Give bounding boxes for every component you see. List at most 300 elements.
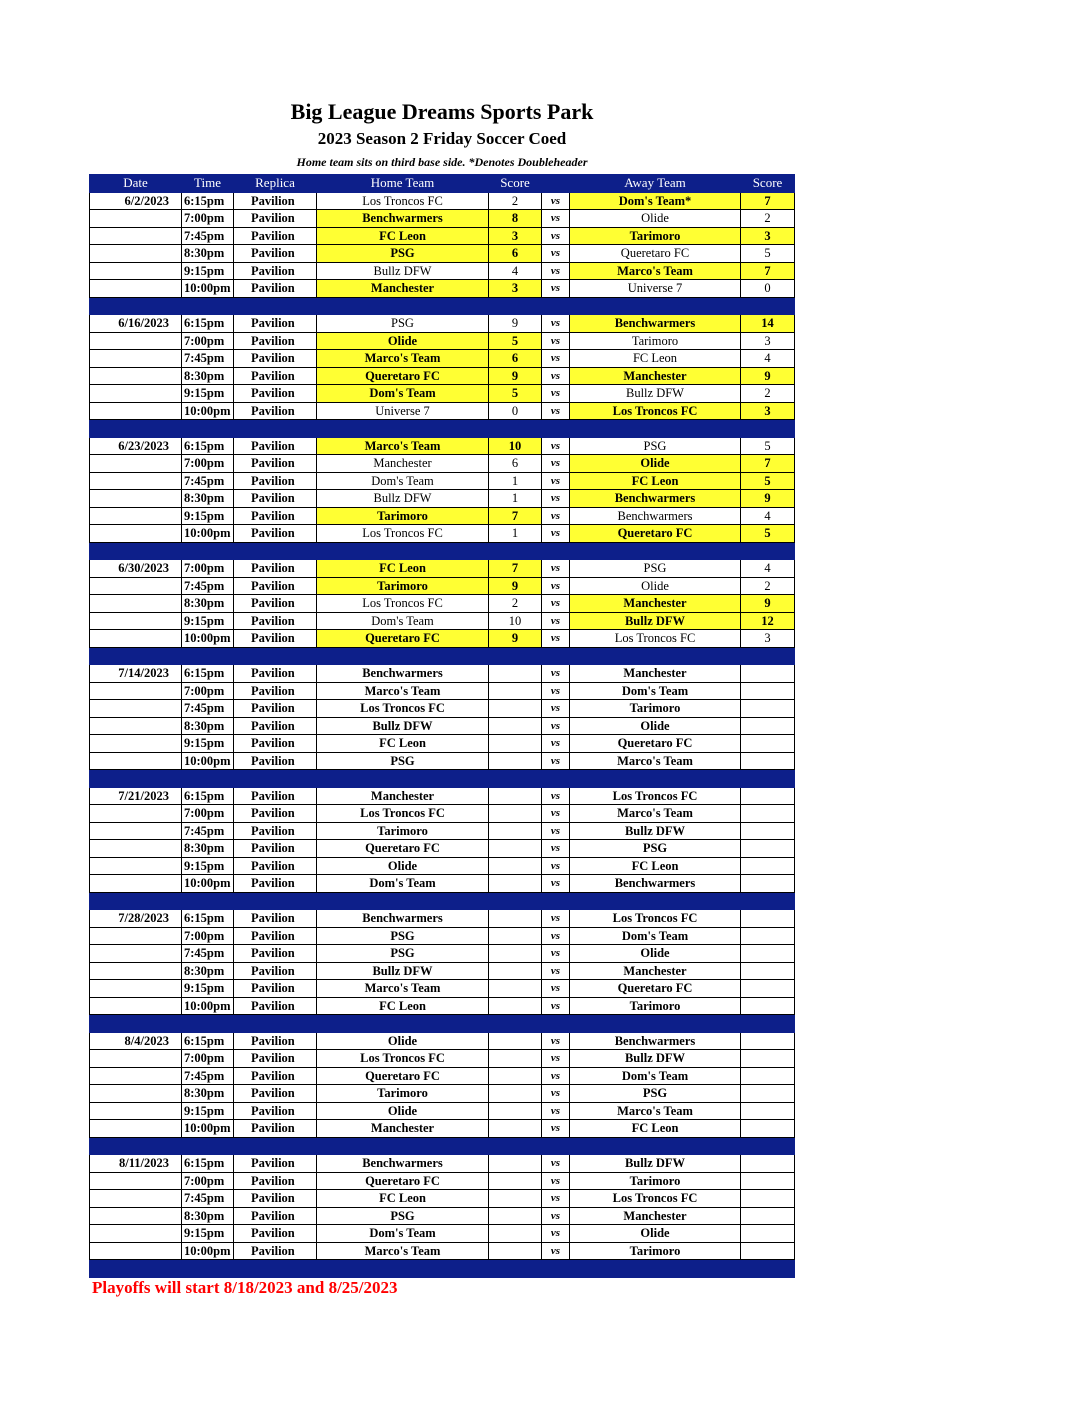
away-score: 0 [741,280,795,298]
game-date-empty [90,962,182,980]
home-score [489,1155,542,1173]
separator-cell [90,770,182,788]
home-team: Benchwarmers [317,665,489,683]
table-row [90,945,795,963]
home-team: Dom's Team [317,385,489,403]
game-replica: Pavilion [234,332,317,350]
vs-label: vs [542,1172,570,1190]
column-header-home-team: Home Team [317,175,489,193]
away-team: Benchwarmers [570,875,741,893]
home-score: 9 [489,630,542,648]
vs-label: vs [542,367,570,385]
separator-cell [90,892,182,910]
away-team: Los Troncos FC [570,1190,741,1208]
game-date-empty [90,577,182,595]
home-team: Los Troncos FC [317,1050,489,1068]
table-row [90,262,795,280]
game-date: 6/23/2023 [90,437,182,455]
vs-label: vs [542,945,570,963]
game-time: 10:00pm [182,1120,234,1138]
vs-label: vs [542,385,570,403]
home-score: 3 [489,227,542,245]
vs-label: vs [542,612,570,630]
week-separator [90,542,795,560]
game-time: 6:15pm [182,665,234,683]
table-row [90,1207,795,1225]
separator-cell [317,1015,489,1033]
home-score [489,945,542,963]
game-replica: Pavilion [234,402,317,420]
away-team: Benchwarmers [570,507,741,525]
home-team: Marco's Team [317,1242,489,1260]
away-score: 3 [741,402,795,420]
game-replica: Pavilion [234,700,317,718]
separator-cell [234,420,317,438]
week-separator [90,297,795,315]
table-row [90,665,795,683]
game-date-empty [90,1207,182,1225]
game-replica: Pavilion [234,245,317,263]
separator-cell [570,542,741,560]
home-score [489,1102,542,1120]
table-row [90,192,795,210]
schedule-note: Home team sits on third base side. *Denotes Doubleheader [296,155,588,169]
game-date: 8/4/2023 [90,1032,182,1050]
away-team: Manchester [570,962,741,980]
game-replica: Pavilion [234,1172,317,1190]
game-replica: Pavilion [234,962,317,980]
game-date-empty [90,752,182,770]
home-score [489,700,542,718]
away-team: Manchester [570,1207,741,1225]
home-score [489,857,542,875]
game-replica: Pavilion [234,227,317,245]
home-score: 2 [489,595,542,613]
away-score [741,945,795,963]
game-replica: Pavilion [234,577,317,595]
home-team: Olide [317,332,489,350]
separator-cell [741,420,795,438]
home-team: FC Leon [317,735,489,753]
home-score [489,1120,542,1138]
table-row [90,910,795,928]
home-team: Queretaro FC [317,1172,489,1190]
game-time: 9:15pm [182,1102,234,1120]
table-row [90,735,795,753]
game-replica: Pavilion [234,280,317,298]
away-team: Olide [570,455,741,473]
separator-cell [489,647,542,665]
home-team: Universe 7 [317,402,489,420]
home-score [489,1190,542,1208]
game-time: 7:00pm [182,455,234,473]
table-row [90,385,795,403]
game-time: 8:30pm [182,1085,234,1103]
table-row [90,402,795,420]
home-score: 5 [489,385,542,403]
away-score [741,910,795,928]
game-time: 7:00pm [182,1050,234,1068]
game-time: 7:00pm [182,927,234,945]
vs-label: vs [542,805,570,823]
away-team: Bullz DFW [570,822,741,840]
home-score: 6 [489,350,542,368]
separator-cell [182,770,234,788]
separator-cell [182,647,234,665]
away-score [741,1242,795,1260]
home-score [489,980,542,998]
game-replica: Pavilion [234,910,317,928]
away-score: 9 [741,367,795,385]
game-replica: Pavilion [234,1085,317,1103]
home-score [489,1050,542,1068]
game-replica: Pavilion [234,612,317,630]
separator-cell [570,647,741,665]
away-score [741,980,795,998]
game-time: 8:30pm [182,962,234,980]
game-time: 7:00pm [182,560,234,578]
week-separator [90,1015,795,1033]
game-time: 8:30pm [182,490,234,508]
separator-cell [542,1137,570,1155]
week-separator [90,1260,795,1278]
vs-label: vs [542,997,570,1015]
game-time: 8:30pm [182,595,234,613]
away-team: Marco's Team [570,752,741,770]
away-score: 5 [741,525,795,543]
away-score: 3 [741,227,795,245]
table-row [90,560,795,578]
away-score: 4 [741,350,795,368]
home-team: Bullz DFW [317,962,489,980]
column-header-date: Date [90,175,182,193]
away-score: 3 [741,630,795,648]
away-score: 2 [741,210,795,228]
table-row [90,1242,795,1260]
home-team: Queretaro FC [317,630,489,648]
game-replica: Pavilion [234,875,317,893]
home-score [489,787,542,805]
game-date-empty [90,472,182,490]
game-time: 6:15pm [182,787,234,805]
vs-label: vs [542,1120,570,1138]
game-date-empty [90,210,182,228]
away-score [741,665,795,683]
game-date-empty [90,1242,182,1260]
home-team: PSG [317,315,489,333]
separator-cell [542,542,570,560]
away-score [741,962,795,980]
game-time: 10:00pm [182,630,234,648]
home-score: 0 [489,402,542,420]
home-team: Olide [317,857,489,875]
table-row [90,367,795,385]
vs-label: vs [542,437,570,455]
table-row [90,437,795,455]
separator-cell [234,647,317,665]
home-team: Marco's Team [317,437,489,455]
column-header-away-score: Score [741,175,795,193]
game-date: 7/28/2023 [90,910,182,928]
table-row [90,717,795,735]
vs-label: vs [542,332,570,350]
game-time: 9:15pm [182,980,234,998]
vs-label: vs [542,1032,570,1050]
home-score: 1 [489,525,542,543]
vs-label: vs [542,210,570,228]
vs-label: vs [542,402,570,420]
table-row [90,577,795,595]
page-subtitle: 2023 Season 2 Friday Soccer Coed [317,129,567,148]
separator-cell [489,770,542,788]
game-replica: Pavilion [234,735,317,753]
away-score [741,735,795,753]
table-row [90,630,795,648]
game-replica: Pavilion [234,1225,317,1243]
away-team: Dom's Team [570,682,741,700]
game-time: 10:00pm [182,997,234,1015]
game-date-empty [90,262,182,280]
away-team: Los Troncos FC [570,787,741,805]
home-score [489,805,542,823]
game-date-empty [90,490,182,508]
vs-label: vs [542,1155,570,1173]
table-row [90,1120,795,1138]
home-team: Marco's Team [317,980,489,998]
separator-cell [90,1015,182,1033]
vs-label: vs [542,787,570,805]
home-team: Olide [317,1102,489,1120]
game-replica: Pavilion [234,1242,317,1260]
table-row [90,752,795,770]
away-team: FC Leon [570,472,741,490]
home-score [489,822,542,840]
vs-label: vs [542,1102,570,1120]
game-time: 8:30pm [182,717,234,735]
table-row [90,1085,795,1103]
table-row [90,210,795,228]
game-replica: Pavilion [234,1102,317,1120]
home-score: 4 [489,262,542,280]
away-team: Dom's Team [570,1067,741,1085]
vs-label: vs [542,962,570,980]
home-team: Tarimoro [317,822,489,840]
vs-label: vs [542,1190,570,1208]
away-score [741,682,795,700]
home-score: 9 [489,315,542,333]
home-team: Los Troncos FC [317,805,489,823]
separator-cell [489,892,542,910]
away-score: 7 [741,192,795,210]
game-replica: Pavilion [234,980,317,998]
game-replica: Pavilion [234,1190,317,1208]
game-date-empty [90,1120,182,1138]
away-team: Queretaro FC [570,245,741,263]
separator-cell [234,1015,317,1033]
game-time: 8:30pm [182,840,234,858]
game-date-empty [90,525,182,543]
separator-cell [90,647,182,665]
home-score [489,682,542,700]
away-team: Marco's Team [570,262,741,280]
game-replica: Pavilion [234,560,317,578]
home-team: Dom's Team [317,1225,489,1243]
table-row [90,962,795,980]
separator-cell [317,297,489,315]
table-row [90,787,795,805]
game-time: 7:45pm [182,227,234,245]
home-score [489,665,542,683]
table-row [90,1225,795,1243]
away-score [741,1225,795,1243]
away-score: 7 [741,262,795,280]
away-team: Bullz DFW [570,1155,741,1173]
game-replica: Pavilion [234,192,317,210]
home-score: 8 [489,210,542,228]
game-date-empty [90,402,182,420]
home-team: PSG [317,927,489,945]
game-time: 7:45pm [182,472,234,490]
game-time: 9:15pm [182,735,234,753]
table-row [90,472,795,490]
game-replica: Pavilion [234,385,317,403]
home-score: 2 [489,192,542,210]
separator-cell [489,1260,542,1278]
game-time: 7:45pm [182,1190,234,1208]
game-time: 9:15pm [182,262,234,280]
home-score: 10 [489,437,542,455]
table-row [90,1032,795,1050]
home-team: FC Leon [317,997,489,1015]
home-team: Benchwarmers [317,210,489,228]
separator-cell [317,542,489,560]
week-separator [90,770,795,788]
separator-cell [234,892,317,910]
game-replica: Pavilion [234,262,317,280]
vs-label: vs [542,245,570,263]
away-team: Universe 7 [570,280,741,298]
table-row [90,332,795,350]
game-date: 6/16/2023 [90,315,182,333]
game-date-empty [90,857,182,875]
vs-label: vs [542,700,570,718]
home-score [489,875,542,893]
separator-cell [317,892,489,910]
home-score [489,1067,542,1085]
game-replica: Pavilion [234,997,317,1015]
home-team: Manchester [317,1120,489,1138]
vs-label: vs [542,595,570,613]
table-row [90,1172,795,1190]
game-time: 10:00pm [182,280,234,298]
game-time: 7:00pm [182,805,234,823]
game-replica: Pavilion [234,787,317,805]
away-team: Queretaro FC [570,980,741,998]
home-score [489,997,542,1015]
table-row [90,490,795,508]
table-row [90,1155,795,1173]
game-time: 10:00pm [182,752,234,770]
away-team: Tarimoro [570,700,741,718]
separator-cell [182,1260,234,1278]
game-time: 6:15pm [182,910,234,928]
game-replica: Pavilion [234,315,317,333]
game-replica: Pavilion [234,945,317,963]
game-date-empty [90,1225,182,1243]
home-team: Bullz DFW [317,717,489,735]
game-replica: Pavilion [234,472,317,490]
home-team: Queretaro FC [317,840,489,858]
home-team: Queretaro FC [317,367,489,385]
game-date-empty [90,945,182,963]
home-score [489,840,542,858]
table-row [90,525,795,543]
home-score [489,1242,542,1260]
game-replica: Pavilion [234,1050,317,1068]
column-header-away-team: Away Team [570,175,741,193]
table-row [90,805,795,823]
separator-cell [234,1260,317,1278]
table-row [90,1050,795,1068]
separator-cell [90,1260,182,1278]
away-team: Manchester [570,665,741,683]
away-team: Manchester [570,595,741,613]
away-score: 4 [741,507,795,525]
home-team: Marco's Team [317,350,489,368]
game-time: 7:00pm [182,1172,234,1190]
away-score [741,1155,795,1173]
game-time: 7:45pm [182,822,234,840]
game-replica: Pavilion [234,1067,317,1085]
away-score [741,1172,795,1190]
separator-cell [741,1260,795,1278]
away-team: Marco's Team [570,805,741,823]
table-row [90,280,795,298]
game-date-empty [90,1190,182,1208]
vs-label: vs [542,927,570,945]
game-replica: Pavilion [234,367,317,385]
away-team: PSG [570,437,741,455]
separator-cell [570,770,741,788]
game-replica: Pavilion [234,717,317,735]
separator-cell [741,1015,795,1033]
vs-label: vs [542,875,570,893]
game-date-empty [90,507,182,525]
game-replica: Pavilion [234,1155,317,1173]
home-score: 5 [489,332,542,350]
away-team: Queretaro FC [570,735,741,753]
separator-cell [570,892,741,910]
separator-cell [317,770,489,788]
game-replica: Pavilion [234,455,317,473]
home-team: Tarimoro [317,1085,489,1103]
game-date: 6/30/2023 [90,560,182,578]
away-score [741,1207,795,1225]
game-date-empty [90,700,182,718]
week-separator [90,420,795,438]
away-score [741,1032,795,1050]
game-time: 7:00pm [182,682,234,700]
home-team: Manchester [317,455,489,473]
vs-label: vs [542,315,570,333]
separator-cell [570,1260,741,1278]
game-replica: Pavilion [234,840,317,858]
table-header-row [90,175,795,193]
game-date-empty [90,822,182,840]
home-score: 7 [489,507,542,525]
game-date-empty [90,630,182,648]
home-team: Benchwarmers [317,1155,489,1173]
